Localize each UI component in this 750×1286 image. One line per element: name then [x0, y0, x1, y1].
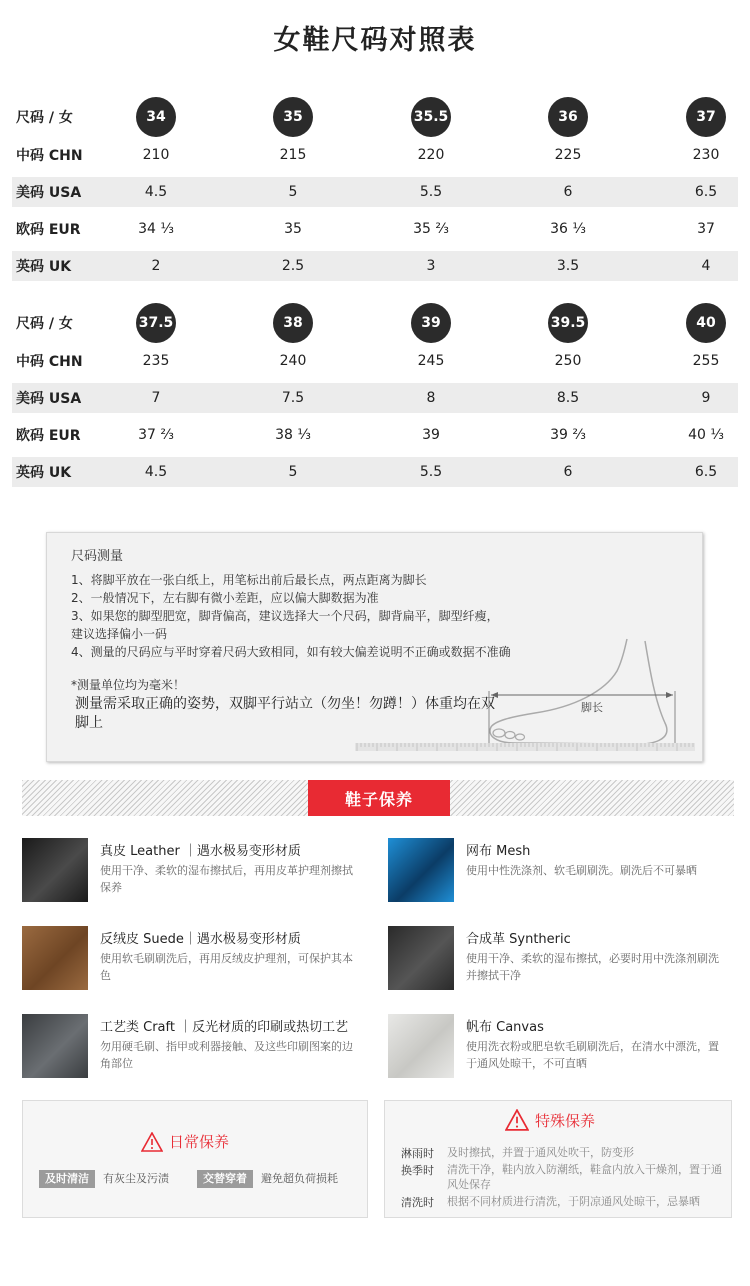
material-item	[388, 838, 738, 908]
size-badge: 37.5	[136, 303, 176, 343]
material-swatch	[22, 926, 88, 990]
size-cell: 4	[701, 258, 711, 274]
size-cell: 6.5	[694, 184, 718, 200]
material-desc: 使用洗衣粉或肥皂软毛刷刷洗后，在清水中漂洗，置于通风处晾干，不可直晒	[466, 1040, 719, 1070]
size-cell: 5.5	[419, 464, 443, 480]
warning-icon	[141, 1132, 163, 1152]
size-row	[12, 214, 738, 244]
size-table-1	[12, 94, 738, 281]
page-title: 女鞋尺码对照表	[273, 25, 477, 56]
row-label: 英码 UK	[16, 465, 72, 481]
row-label: 欧码 EUR	[16, 222, 81, 238]
material-item	[22, 1014, 372, 1084]
measurement-step-2: 2、一般情况下，左右脚有微小差距，应以偏大脚数据为准	[71, 591, 379, 605]
size-cell: 210	[142, 147, 170, 163]
special-text-season: 清洗干净，鞋内放入防潮纸，鞋盒内放入干燥剂，置于通风处保存	[447, 1163, 722, 1191]
size-cell: 225	[554, 147, 582, 163]
material-swatch	[388, 1014, 454, 1078]
material-swatch	[388, 926, 454, 990]
row-label: 中码 CHN	[16, 354, 83, 370]
size-cell: 250	[554, 353, 582, 369]
measurement-step-3-cont: 建议选择偏小一码	[71, 627, 168, 641]
material-item	[388, 926, 738, 996]
size-cell: 39	[422, 427, 440, 443]
material-name: 真皮 Leather ｜遇水极易变形材质	[100, 844, 301, 859]
size-badge: 35.5	[411, 97, 451, 137]
row-label: 美码 USA	[16, 391, 82, 407]
daily-tag-alternate: 交替穿着	[197, 1170, 253, 1188]
size-badge: 39.5	[548, 303, 588, 343]
size-cell: 8.5	[556, 390, 580, 406]
size-cell: 240	[279, 353, 307, 369]
size-cell: 4.5	[144, 184, 168, 200]
measurement-step-1: 1、将脚平放在一张白纸上，用笔标出前后最长点，两点距离为脚长	[71, 573, 427, 587]
special-care-header	[505, 1109, 595, 1131]
material-swatch	[22, 838, 88, 902]
unit-note: *测量单位均为毫米！	[71, 678, 186, 692]
material-item	[22, 926, 372, 996]
size-cell: 7	[151, 390, 161, 406]
size-badge: 38	[273, 303, 313, 343]
material-name: 反绒皮 Suede｜遇水极易变形材质	[100, 932, 301, 947]
size-badge: 35	[273, 97, 313, 137]
measurement-title: 尺码测量	[71, 549, 124, 564]
size-row	[12, 251, 738, 281]
material-swatch	[388, 838, 454, 902]
row-label: 美码 USA	[16, 185, 82, 201]
daily-care-title: 日常保养	[169, 1133, 230, 1151]
size-cell: 5.5	[419, 184, 443, 200]
size-cell: 40 ⅓	[688, 427, 724, 443]
size-cell: 3.5	[556, 258, 580, 274]
size-cell: 2.5	[281, 258, 305, 274]
care-title: 鞋子保养	[308, 780, 450, 816]
size-cell: 9	[701, 390, 711, 406]
size-cell: 38 ⅓	[275, 427, 311, 443]
daily-tag-clean: 及时清洁	[39, 1170, 95, 1188]
daily-care-header	[141, 1131, 229, 1152]
special-label-season: 换季时	[401, 1164, 434, 1177]
daily-text-alternate: 避免超负荷损耗	[261, 1172, 338, 1185]
size-table-2	[12, 300, 738, 487]
material-item	[388, 1014, 738, 1084]
material-swatch	[22, 1014, 88, 1078]
row-label: 中码 CHN	[16, 148, 83, 164]
size-cell: 6	[563, 184, 573, 200]
row-label: 尺码 / 女	[16, 110, 73, 126]
size-badge: 34	[136, 97, 176, 137]
size-cell: 6	[563, 464, 573, 480]
size-cell: 36 ⅓	[550, 221, 586, 237]
posture-note: 测量需采取正确的姿势，双脚平行站立（勿坐！勿蹲！）体重均在双脚上	[75, 696, 495, 731]
material-desc: 勿用硬毛刷、指甲或利器接触、及这些印刷图案的边角部位	[100, 1040, 353, 1070]
size-cell: 245	[417, 353, 445, 369]
size-cell: 37	[697, 221, 715, 237]
size-cell: 39 ⅔	[550, 427, 586, 443]
special-label-wash: 清洗时	[401, 1196, 434, 1209]
size-row	[12, 383, 738, 413]
special-label-rain: 淋雨时	[401, 1147, 434, 1160]
foot-diagram	[305, 631, 701, 755]
material-name: 工艺类 Craft ｜反光材质的印刷或热切工艺	[100, 1020, 349, 1035]
row-label: 英码 UK	[16, 259, 72, 275]
size-row	[12, 346, 738, 376]
special-text-wash: 根据不同材质进行清洗，于阴凉通风处晾干，忌暴晒	[447, 1195, 700, 1208]
measurement-step-4: 4、测量的尺码应与平时穿着尺码大致相同，如有较大偏差说明不正确或数据不准确	[71, 645, 511, 659]
row-label: 尺码 / 女	[16, 316, 73, 332]
size-cell: 7.5	[281, 390, 305, 406]
size-cell: 35 ⅔	[413, 221, 449, 237]
size-cell: 5	[288, 184, 298, 200]
size-cell: 6.5	[694, 464, 718, 480]
size-row	[12, 140, 738, 170]
material-desc: 使用中性洗涤剂、软毛刷刷洗。刷洗后不可暴晒	[466, 864, 697, 877]
daily-text-clean: 有灰尘及污渍	[103, 1172, 169, 1185]
size-cell: 8	[426, 390, 436, 406]
material-desc: 使用干净、柔软的湿布擦拭，必要时用中洗涤剂刷洗并擦拭干净	[466, 952, 719, 982]
material-item	[22, 838, 372, 908]
size-row	[12, 177, 738, 207]
measurement-step-3: 3、如果您的脚型肥宽，脚背偏高，建议选择大一个尺码，脚背扁平，脚型纤瘦，	[71, 609, 499, 623]
material-desc: 使用干净、柔软的湿布擦拭后，再用皮革护理剂擦拭保养	[100, 864, 353, 894]
size-cell: 5	[288, 464, 298, 480]
size-badge: 36	[548, 97, 588, 137]
size-cell: 34 ⅓	[138, 221, 174, 237]
size-cell: 37 ⅔	[138, 427, 174, 443]
size-cell: 4.5	[144, 464, 168, 480]
size-badge: 40	[686, 303, 726, 343]
material-name: 网布 Mesh	[466, 844, 531, 859]
size-badge: 37	[686, 97, 726, 137]
size-cell: 235	[142, 353, 170, 369]
material-name: 帆布 Canvas	[466, 1020, 544, 1035]
size-cell: 255	[692, 353, 720, 369]
material-name: 合成革 Syntheric	[466, 932, 571, 947]
size-badge: 39	[411, 303, 451, 343]
size-header-row	[12, 94, 738, 140]
size-cell: 2	[151, 258, 161, 274]
size-header-row	[12, 300, 738, 346]
warning-icon	[505, 1109, 529, 1131]
care-banner	[22, 780, 734, 816]
size-cell: 3	[426, 258, 436, 274]
size-cell: 215	[279, 147, 307, 163]
size-cell: 220	[417, 147, 445, 163]
daily-care-box	[22, 1100, 368, 1218]
special-text-rain: 及时擦拭，并置于通风处吹干，防变形	[447, 1146, 634, 1159]
size-cell: 35	[284, 221, 302, 237]
special-care-box	[384, 1100, 732, 1218]
size-row	[12, 420, 738, 450]
row-label: 欧码 EUR	[16, 428, 81, 444]
material-desc: 使用软毛刷刷洗后，再用反绒皮护理剂，可保护其本色	[100, 952, 353, 982]
special-care-title: 特殊保养	[535, 1111, 596, 1130]
measurement-panel	[46, 532, 703, 762]
size-cell: 230	[692, 147, 720, 163]
size-row	[12, 457, 738, 487]
foot-length-label: 脚长	[581, 701, 603, 714]
